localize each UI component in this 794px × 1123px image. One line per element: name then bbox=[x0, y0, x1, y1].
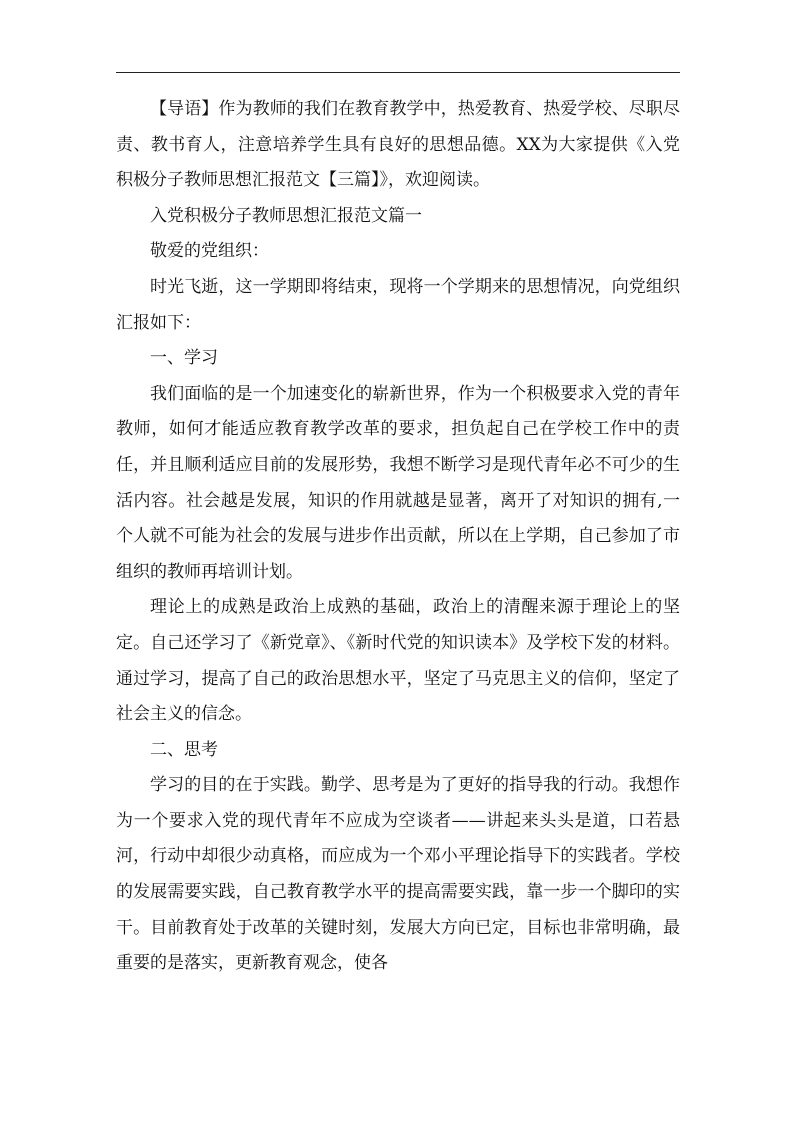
document-body bbox=[116, 92, 680, 982]
section-title: 入党积极分子教师思想汇报范文篇一 bbox=[150, 205, 422, 226]
body-paragraph: 学习的目的在于实践。勤学、思考是为了更好的指导我的行动。我想作为一个要求入党的现代青年不应成为空谈者——讲起来头头是道，口若悬河，行动中却很少动真格，而应成为一个邓小平理论指导下的实践者。学校的发展需要实践，自己教育教学水平的提高需要实践，靠一步一个脚印的实干。目前教育处于改革的关键时刻，发展大方向已定，目标也非常明确，最重要的是落实，更新教育观念，使各 bbox=[116, 775, 680, 974]
intro-paragraph: 【导语】作为教师的我们在教育教学中，热爱教育、热爱学校、尽职尽责、教书育人，注意培养学生具有良好的思想品德。XX为大家提供《入党积极分子教师思想汇报范文【三篇】》，欢迎阅读。 bbox=[116, 99, 680, 191]
salutation: 敬爱的党组织： bbox=[150, 241, 269, 262]
heading-thinking: 二、思考 bbox=[150, 739, 218, 760]
body-paragraph: 我们面临的是一个加速变化的崭新世界，作为一个积极要求入党的青年教师，如何才能适应教育教学改革的要求，担负起自己在学校工作中的责任，并且顺利适应目前的发展形势，我想不断学习是现代青年必不可少的生活内容。社会越是发展，知识的作用就越是显著，离开了对知识的拥有,一个人就不可能为社会的发展与进步作出贡献，所以在上学期，自己参加了市组织的教师再培训计划。 bbox=[116, 383, 680, 582]
heading-study: 一、学习 bbox=[150, 348, 218, 369]
body-paragraph: 理论上的成熟是政治上成熟的基础，政治上的清醒来源于理论上的坚定。自己还学习了《新党章》、《新时代党的知识读本》及学校下发的材料。通过学习，提高了自己的政治思想水平，坚定了马克思主义的信仰，坚定了社会主义的信念。 bbox=[116, 597, 680, 725]
body-paragraph: 时光飞逝，这一学期即将结束，现将一个学期来的思想情况，向党组织汇报如下： bbox=[116, 276, 680, 333]
header-rule bbox=[116, 72, 680, 73]
